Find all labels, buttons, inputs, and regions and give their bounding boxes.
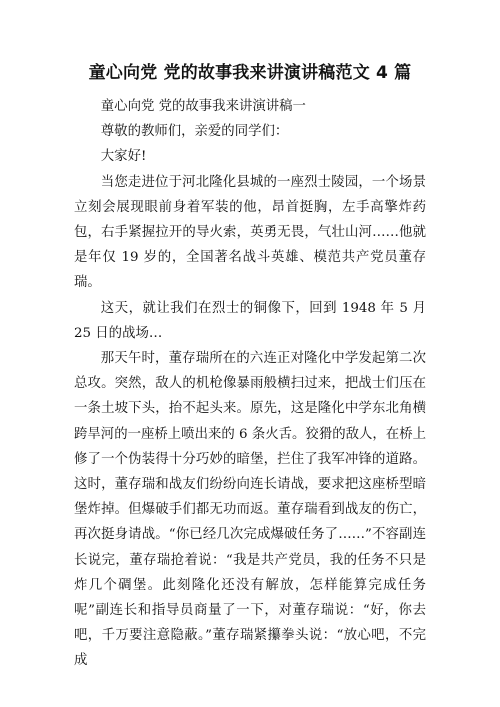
paragraph-salutation: 尊敬的教师们，亲爱的同学们： — [100, 124, 289, 140]
document-body — [74, 94, 426, 674]
paragraph-story: 那天午时，董存瑞所在的六连正对隆化中学发起第二次总攻。突然，敌人的机枪像暴雨般横扫过来，把战士们压在一条土坡下头，抬不起头来。原先，这是隆化中学东北角横跨旱河的一座桥上喷出来的 6 条火舌。狡猾的敌人，在桥上修了一个伪装得十分巧妙的暗堡，拦住了我军冲锋的道路。这时，董存瑞和战友们纷纷向连长请战，要求把这座桥型暗堡炸掉。但爆破手们都无功而返。董存瑞看到战友的伤亡，再次挺身请战。“你已经几次完成爆破任务了……”不容副连长说完，董存瑞抢着说：“我是共产党员，我的任务不只是炸几个碉堡。此刻隆化还没有解放，怎样能算完成任务呢”副连长和指导员商量了一下，对董存瑞说：“好，你去吧，千万要注意隐蔽。”董存瑞紧攥拳头说：“放心吧，不完成 — [74, 351, 426, 669]
paragraph-intro: 当您走进位于河北隆化县城的一座烈士陵园，一个场景立刻会展现眼前身着军装的他，昂首挺胸，左手高擎炸药包，右手紧握拉开的导火索，英勇无畏，气壮山河……他就是年仅 19 岁的，全国著名战斗英雄、模范共产党员董存瑞。 — [74, 174, 426, 291]
paragraph-greeting: 大家好! — [100, 149, 147, 165]
document-title: 童心向党 党的故事我来讲演讲稿范文 4 篇 — [88, 63, 412, 83]
paragraph-battlefield: 这天，就让我们在烈士的铜像下，回到 1948 年 5 月 25 日的战场… — [74, 300, 426, 341]
paragraph-subtitle: 童心向党 党的故事我来讲演讲稿一 — [100, 99, 306, 114]
